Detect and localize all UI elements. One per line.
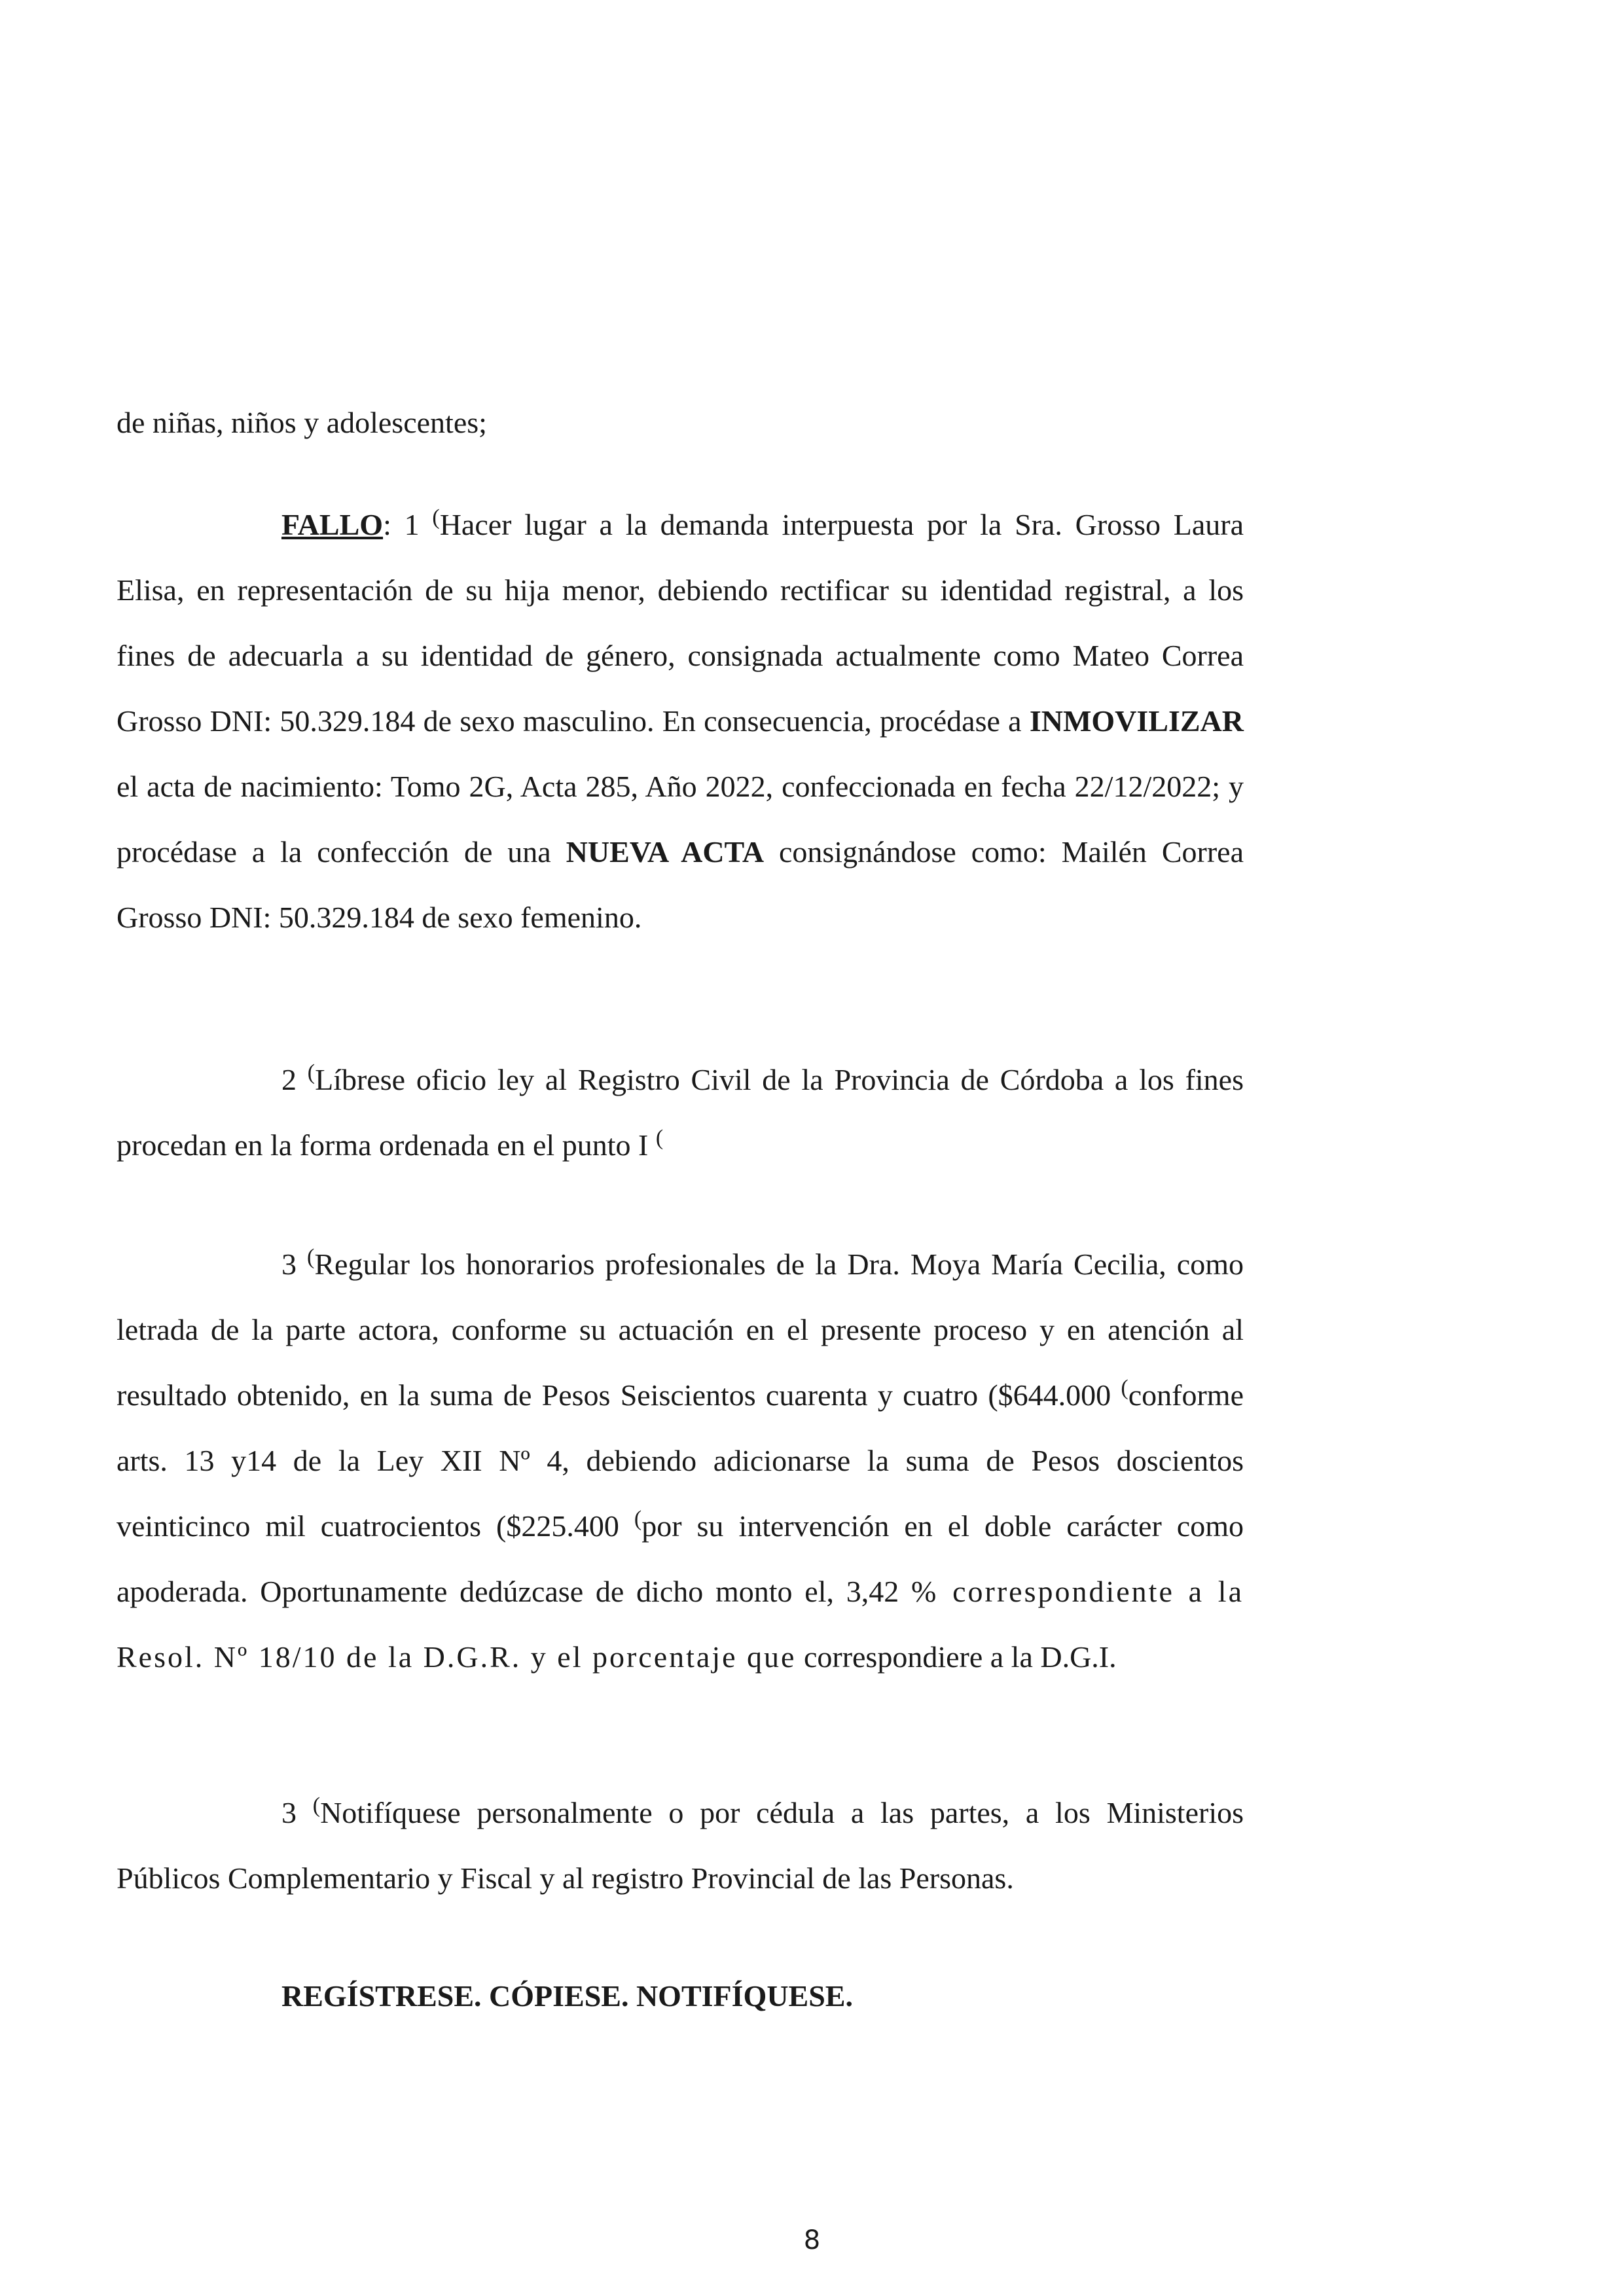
p1-text-b: el acta de nacimiento: Tomo 2G, Acta 285, Año 2022, confeccionada en fecha 22/12/2022; y procédase a la confección de una: [117, 770, 1244, 869]
fallo-paragraph-1: [117, 492, 1244, 950]
closing-formula: REGÍSTRESE. CÓPIESE. NOTIFÍQUESE.: [281, 1979, 853, 2013]
paren-mark: (: [1121, 1376, 1128, 1400]
p2-number: 2: [281, 1063, 308, 1096]
fallo-paragraph-2: [117, 1047, 1244, 1178]
intro-line: de niñas, niños y adolescentes;: [117, 406, 487, 439]
fallo-number: : 1: [383, 508, 420, 541]
p3-text-d: % correspondiente a la Resol. Nº 18/10 de la D.G.R. y el porcentaje que: [117, 1575, 1244, 1674]
p4-text: Notifíquese personalmente o por cédula a las partes, a los Ministerios Públicos Complementario y Fiscal y al registro Provincial de las Personas.: [117, 1796, 1244, 1895]
p4-number: 3: [281, 1796, 313, 1829]
p3-text-c: por su intervención en el doble carácter como apoderada. Oportunamente dedúzcase de dicho monto el, 3,42: [117, 1509, 1244, 1608]
fallo-label: FALLO: [281, 508, 384, 541]
p1-bold-inmovilizar: INMOVILIZAR: [1029, 704, 1244, 738]
p1-text-a: Hacer lugar a la demanda interpuesta por la Sra. Grosso Laura Elisa, en representación de su hija menor, debiendo rectificar su identidad registral, a los fines de adecuarla a su identidad de género, consignada actualmente como Mateo Correa Grosso DNI: 50.329.184 de sexo masculino. En consecuencia, procédase a: [117, 508, 1244, 738]
p3-text-e: correspondiere a la D.G.I.: [796, 1640, 1117, 1674]
fallo-paragraph-3: [117, 1232, 1244, 1690]
fallo-paragraph-4: [117, 1780, 1244, 1911]
page-number: 8: [803, 2225, 821, 2255]
p1-text-c: consignándose como: Mailén Correa Grosso DNI: 50.329.184 de sexo femenino.: [117, 835, 1244, 934]
paren-mark: (: [312, 1793, 321, 1818]
paren-mark: (: [307, 1245, 315, 1269]
paren-mark: (: [655, 1126, 664, 1150]
p3-text-a: Regular los honorarios profesionales de la Dra. Moya María Cecilia, como letrada de la parte actora, conforme su actuación en el presente proceso y en atención al resultado obtenido, en la suma de Pesos Seiscientos cuarenta y cuatro ($644.000: [117, 1247, 1244, 1412]
paren-mark: (: [634, 1507, 642, 1531]
closing-paragraph: [117, 1964, 1244, 2029]
intro-paragraph: [117, 390, 1244, 456]
p1-bold-nueva-acta: NUEVA ACTA: [566, 835, 765, 869]
p2-text: Líbrese oficio ley al Registro Civil de la Provincia de Córdoba a los fines procedan en la forma ordenada en el punto I: [117, 1063, 1244, 1162]
p3-text-b: conforme arts. 13 y14 de la Ley XII Nº 4, debiendo adicionarse la suma de Pesos doscientos veinticinco mil cuatrocientos ($225.400: [117, 1378, 1244, 1543]
paren-mark: (: [432, 505, 440, 529]
paren-mark: (: [307, 1060, 316, 1085]
p3-number: 3: [281, 1247, 308, 1281]
